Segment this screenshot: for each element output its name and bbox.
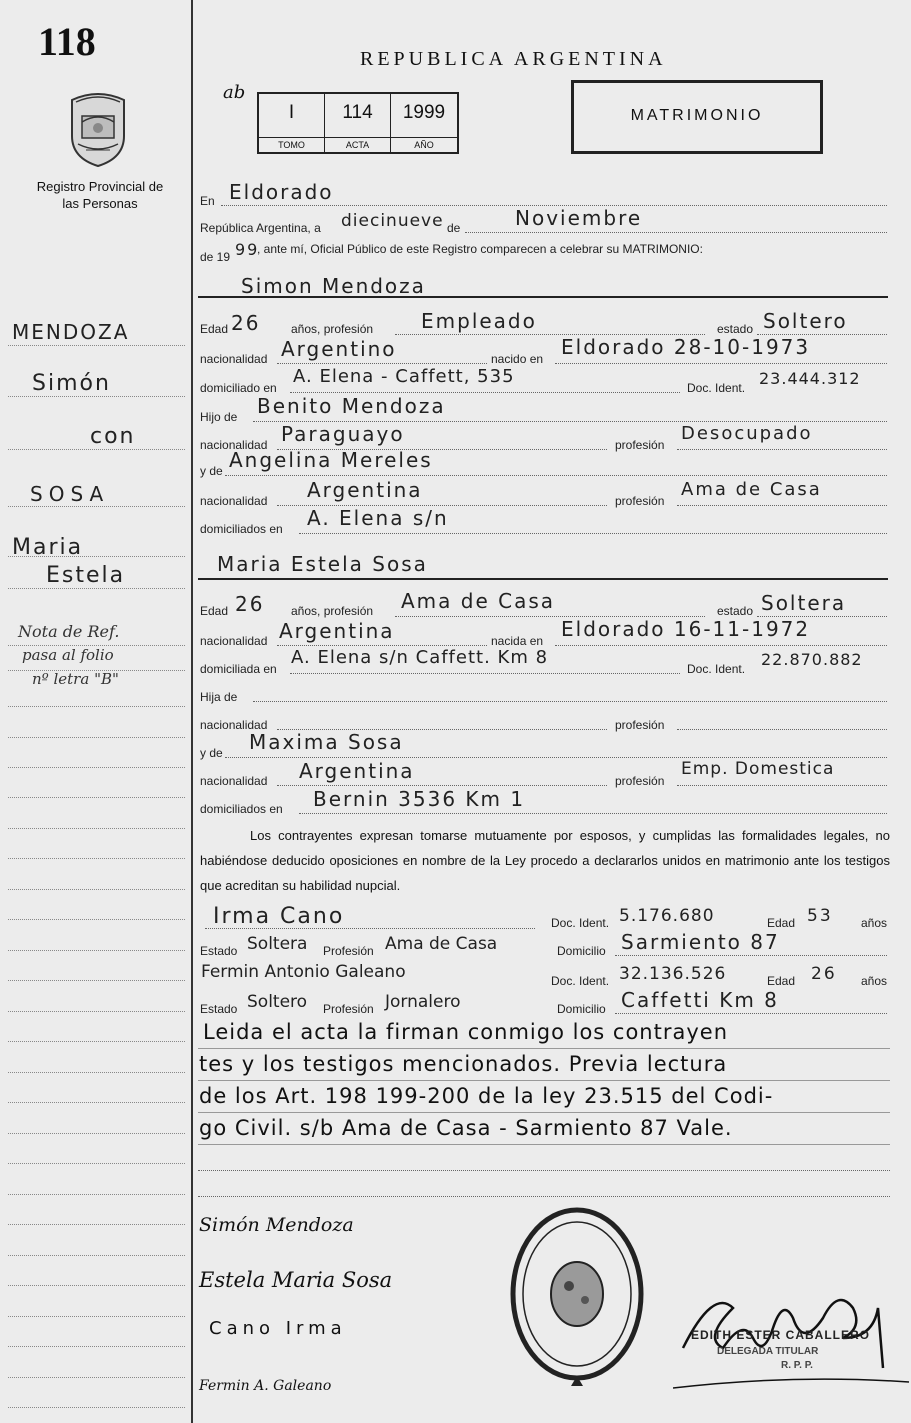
provincial-seal	[66, 88, 130, 168]
domiciliados-label: domiciliados en	[200, 522, 283, 536]
groom-father: Benito Mendoza	[257, 394, 446, 418]
hija-de-label: Hija de	[200, 690, 238, 704]
mother-nationality: Argentina	[307, 478, 423, 502]
closing-line-3: de los Art. 198 199-200 de la ley 23.515 del Codi-	[199, 1084, 774, 1108]
father-nationality: Paraguayo	[281, 422, 405, 446]
tomo-label: TOMO	[259, 137, 324, 152]
bride-father-nacionalidad-label: nacionalidad	[200, 718, 268, 732]
certificate-body	[195, 0, 911, 1423]
domiciliado-label: domiciliado en	[200, 381, 277, 395]
bride-parents-address: Bernin 3536 Km 1	[313, 787, 526, 811]
bride-mother-nacionalidad-label: nacionalidad	[200, 774, 268, 788]
month-value: Noviembre	[515, 206, 643, 230]
groom-document: 23.444.312	[759, 369, 861, 388]
mother-profession: Ama de Casa	[681, 479, 822, 500]
anos-profesion-label: años, profesión	[291, 322, 374, 336]
witness2-profession: Jornalero	[385, 992, 461, 1012]
tomo-value: I	[288, 102, 295, 123]
bride-mother-nationality: Argentina	[299, 759, 415, 783]
act-type-label: MATRIMONIO	[630, 107, 764, 124]
tomo-cell	[259, 94, 325, 152]
witness1-name: Irma Cano	[213, 904, 345, 929]
margin-bride-firstname: Maria	[12, 535, 84, 560]
folio-number: 118	[38, 19, 96, 64]
bride-edad-label: Edad	[200, 604, 229, 618]
nacida-label: nacida en	[491, 634, 544, 648]
appearance-statement: , ante mí, Oficial Público de este Registro comparecen a celebrar su MATRIMONIO:	[257, 242, 703, 256]
closing-line-4: go Civil. s/b Ama de Casa - Sarmiento 87 Vale.	[199, 1116, 733, 1140]
father-profesion-label: profesión	[615, 438, 665, 452]
closing-line-1: Leida el acta la firman conmigo los contrayen	[203, 1020, 729, 1044]
y-de-label: y de	[200, 464, 223, 478]
closing-line-2: tes y los testigos mencionados. Previa lectura	[199, 1052, 728, 1076]
mother-profesion-label: profesión	[615, 494, 665, 508]
bride-nacionalidad-label: nacionalidad	[200, 634, 268, 648]
witness1-profession: Ama de Casa	[385, 934, 498, 954]
doc-ident-label: Doc. Ident.	[687, 381, 746, 395]
witness1-estado-label: Estado	[200, 944, 238, 958]
handwritten-mark: ab	[223, 82, 246, 103]
year-prefix: de 19	[200, 250, 231, 264]
groom-birth: Eldorado 28-10-1973	[561, 335, 811, 359]
signature-bride: Estela Maria Sosa	[199, 1268, 393, 1292]
bride-doc-label: Doc. Ident.	[687, 662, 746, 676]
witness1-edad-label: Edad	[767, 916, 796, 930]
margin-bride-surname: SOSA	[30, 482, 110, 506]
ano-value: 1999	[402, 102, 446, 123]
witness1-document: 5.176.680	[619, 906, 715, 926]
acta-value: 114	[342, 102, 373, 123]
margin-bride-middlename: Estela	[46, 563, 126, 588]
margin-note-line-3: nº letra "B"	[32, 670, 119, 688]
bride-address: A. Elena s/n Caffett. Km 8	[291, 647, 549, 668]
groom-age: 26	[231, 311, 261, 335]
signature-witness-2: Fermin A. Galeano	[199, 1378, 332, 1394]
en-label: En	[200, 194, 215, 208]
witness1-anos-label: años	[861, 916, 888, 930]
bride-full-name: Maria Estela Sosa	[217, 552, 428, 576]
witness2-age: 26	[811, 964, 837, 984]
domiciliada-label: domiciliada en	[200, 662, 277, 676]
groom-profession: Empleado	[421, 309, 537, 333]
bride-nationality: Argentina	[279, 619, 395, 643]
day-value: diecinueve	[341, 211, 444, 231]
bride-birth: Eldorado 16-11-1972	[561, 617, 811, 641]
edad-label: Edad	[200, 322, 229, 336]
father-profession: Desocupado	[681, 423, 813, 444]
signature-witness-1: Cano Irma	[209, 1318, 347, 1339]
margin-conjunction: con	[90, 424, 136, 449]
bride-age: 26	[235, 592, 265, 616]
official-stamp	[507, 1198, 647, 1388]
hijo-de-label: Hijo de	[200, 410, 238, 424]
nacionalidad-label: nacionalidad	[200, 352, 268, 366]
witness2-edad-label: Edad	[767, 974, 796, 988]
witness1-profesion-label: Profesión	[323, 944, 374, 958]
witness2-profesion-label: Profesión	[323, 1002, 374, 1016]
margin-note-line-1: Nota de Ref.	[18, 622, 120, 641]
republica-label: República Argentina, a	[200, 221, 321, 235]
witness1-address: Sarmiento 87	[621, 930, 780, 954]
bride-mother-profession: Emp. Domestica	[681, 759, 835, 779]
nacido-label: nacido en	[491, 352, 544, 366]
margin-groom-firstname: Simón	[32, 371, 111, 396]
groom-address: A. Elena - Caffett, 535	[293, 366, 515, 387]
official-office: R. P. P.	[781, 1360, 813, 1371]
place-value: Eldorado	[229, 180, 334, 204]
witness2-estado-label: Estado	[200, 1002, 238, 1016]
mother-nacionalidad-label: nacionalidad	[200, 494, 268, 508]
witness1-doc-label: Doc. Ident.	[551, 916, 610, 930]
bride-anos-profesion-label: años, profesión	[291, 604, 374, 618]
groom-nationality: Argentino	[281, 337, 397, 361]
witness1-status: Soltera	[247, 934, 308, 954]
margin-column	[0, 0, 193, 1423]
bride-mother: Maxima Sosa	[249, 730, 404, 754]
bride-mother-profesion-label: profesión	[615, 774, 665, 788]
official-signature	[673, 1278, 911, 1408]
parents-address: A. Elena s/n	[307, 506, 449, 530]
bride-estado-label: estado	[717, 604, 754, 618]
witness2-document: 32.136.526	[619, 964, 727, 984]
de-label: de	[447, 221, 461, 235]
groom-full-name: Simon Mendoza	[241, 274, 426, 298]
groom-civil-status: Soltero	[763, 309, 848, 333]
father-nacionalidad-label: nacionalidad	[200, 438, 268, 452]
witness1-domicilio-label: Domicilio	[557, 944, 606, 958]
declaration-paragraph: Los contrayentes expresan tomarse mutuamente por esposos, y cumplidas las formalidades legales, no habiéndose deducido oposiciones en nombre de la Ley procedo a declararlos unidos en matrimonio ante los testigos que acreditan su habilidad nupcial.	[200, 828, 890, 893]
bride-document: 22.870.882	[761, 650, 863, 669]
acta-label: ACTA	[325, 137, 390, 152]
ano-cell	[391, 94, 457, 152]
witness2-address: Caffetti Km 8	[621, 988, 779, 1012]
official-title: DELEGADA TITULAR	[717, 1346, 819, 1357]
signature-groom: Simón Mendoza	[199, 1214, 354, 1236]
bride-civil-status: Soltera	[761, 591, 847, 615]
year-suffix: 99	[235, 240, 260, 259]
witness2-domicilio-label: Domicilio	[557, 1002, 606, 1016]
witness2-doc-label: Doc. Ident.	[551, 974, 610, 988]
ano-label: AÑO	[391, 137, 457, 152]
bride-profession: Ama de Casa	[401, 589, 556, 613]
margin-note-line-2: pasa al folio	[22, 646, 114, 664]
witness2-name: Fermin Antonio Galeano	[201, 962, 406, 982]
margin-groom-surname: MENDOZA	[12, 320, 130, 344]
registry-name: Registro Provincial de las Personas	[36, 179, 164, 211]
witness2-anos-label: años	[861, 974, 888, 988]
witness1-age: 53	[807, 906, 833, 926]
act-type-box	[571, 80, 823, 154]
country-heading: REPUBLICA ARGENTINA	[360, 48, 667, 70]
official-name: EDITH ESTER CABALLERO	[691, 1328, 871, 1342]
groom-mother: Angelina Mereles	[229, 448, 433, 472]
estado-label: estado	[717, 322, 754, 336]
bride-father-profesion-label: profesión	[615, 718, 665, 732]
acta-cell	[325, 94, 391, 152]
bride-y-de-label: y de	[200, 746, 223, 760]
record-number-box	[257, 92, 459, 154]
witness2-status: Soltero	[247, 992, 308, 1012]
bride-domiciliados-label: domiciliados en	[200, 802, 283, 816]
